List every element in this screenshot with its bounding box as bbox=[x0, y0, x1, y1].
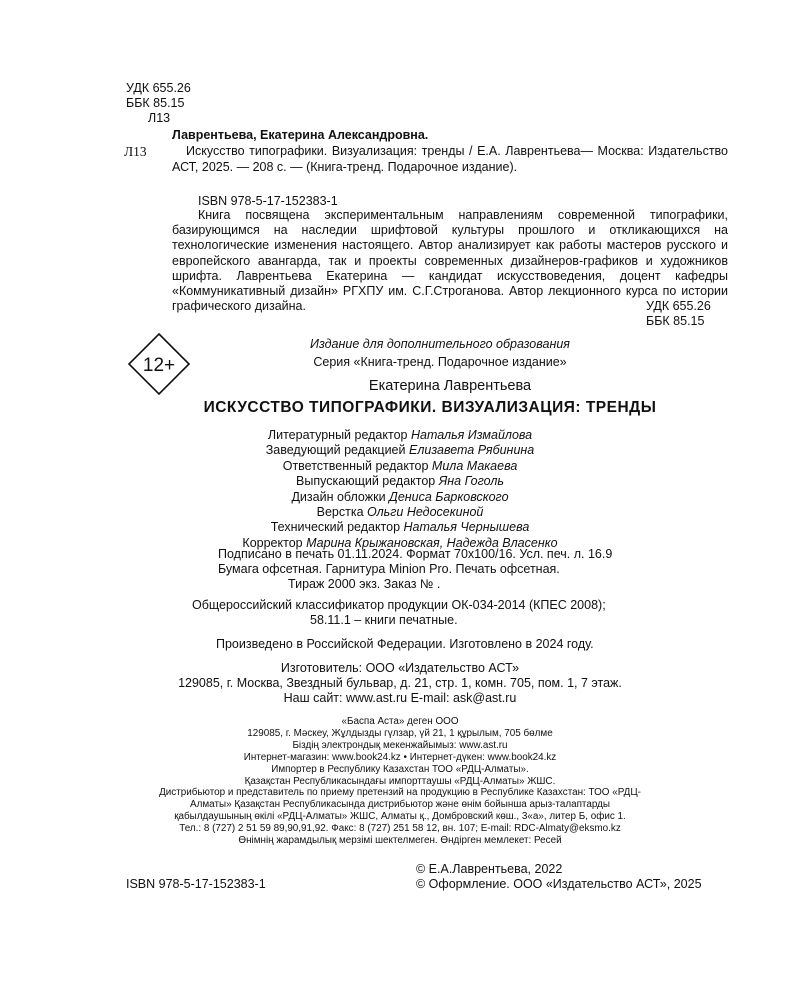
staff-name: Мила Макаева bbox=[431, 458, 518, 473]
staff-role: Ответственный редактор bbox=[282, 458, 429, 473]
udk-right-code: УДК 655.26 bbox=[646, 299, 711, 313]
kz-line: Импортер в Республику Казахстан ТОО «РДЦ-Алматы». bbox=[271, 763, 529, 775]
edition-note: Издание для дополнительного образования bbox=[310, 337, 570, 351]
author-name: Екатерина Лаврентьева bbox=[368, 378, 532, 394]
staff-name: Яна Гоголь bbox=[438, 474, 504, 489]
classifier bbox=[192, 598, 606, 628]
isbn-bottom: ISBN 978-5-17-152383-1 bbox=[126, 877, 266, 891]
author-sign-left: Л13 bbox=[124, 144, 147, 159]
copyright-line: © Е.А.Лаврентьева, 2022 bbox=[416, 862, 563, 876]
copyright-line: © Оформление. ООО «Издательство АСТ», 2025 bbox=[416, 877, 702, 892]
kz-line: Тел.: 8 (727) 2 51 59 89,90,91,92. Факс: 8 (727) 251 58 12, вн. 107; E-mail: RDC-Almaty@eksmo.kz bbox=[179, 823, 621, 835]
staff-row bbox=[200, 474, 600, 489]
book-title: ИСКУССТВО ТИПОГРАФИКИ. ВИЗУАЛИЗАЦИЯ: ТРЕНДЫ bbox=[203, 399, 657, 416]
kazakhstan-info bbox=[110, 716, 690, 847]
staff-row bbox=[200, 459, 600, 474]
author-full-name: Лаврентьева, Екатерина Александровна. bbox=[172, 128, 429, 142]
staff-row bbox=[200, 443, 600, 458]
udk-code: УДК 655.26 bbox=[126, 81, 191, 95]
kz-line: 129085, г. Мәскеу, Жұлдызды гүлзар, үй 21, 1 құрылым, 705 бөлме bbox=[247, 727, 553, 739]
staff-row bbox=[200, 490, 600, 505]
series-name: Серия «Книга-тренд. Подарочное издание» bbox=[313, 355, 567, 369]
bbk-code: ББК 85.15 bbox=[126, 96, 185, 110]
print-info-line: Тираж 2000 экз. Заказ № . bbox=[288, 577, 441, 592]
staff-role: Заведующий редакцией bbox=[265, 443, 406, 458]
staff-role: Корректор bbox=[242, 535, 303, 550]
staff-name: Наталья Измайлова bbox=[410, 428, 533, 442]
udk-right-block bbox=[646, 299, 711, 329]
made-in-note: Произведено в Российской Федерации. Изготовлено в 2024 году. bbox=[216, 637, 594, 651]
annotation: Книга посвящена экспериментальным направлениям современной типографики, базирующимся на наследии шрифтовой культуры прошлого и откликающихся на технологические изменения настоящего. Автор анализирует как работы мастеров русского и европейского авангарда, так и проекты современных дизайнеров-графиков и художников шрифта. Лаврентьева Екатерина — кандидат искусствоведения, доцент кафедры «Коммуникативный дизайн» РГХПУ им. С.Г.Строганова. Автор лекционного курса по истории графического дизайна. bbox=[172, 208, 728, 314]
staff-name: Ольги Недосекиной bbox=[367, 505, 484, 520]
kz-line: Алматы» Қазақстан Республикасында дистрибьютор және өнім бойынша арыз-талаптарды bbox=[190, 799, 610, 811]
staff-name: Елизавета Рябинина bbox=[408, 443, 535, 458]
manufacturer-block bbox=[150, 661, 650, 707]
manufacturer-line: Изготовитель: ООО «Издательство АСТ» bbox=[280, 661, 520, 675]
staff-name: Марина Крыжановская, Надежда Власенко bbox=[306, 535, 558, 550]
staff-role: Верстка bbox=[316, 505, 364, 520]
manufacturer-line: Наш сайт: www.ast.ru E-mail: ask@ast.ru bbox=[283, 691, 517, 706]
manufacturer-line: 129085, г. Москва, Звездный бульвар, д. 21, стр. 1, комн. 705, пом. 1, 7 этаж. bbox=[178, 676, 622, 691]
isbn-top: ISBN 978-5-17-152383-1 bbox=[198, 194, 338, 208]
bibliographic-entry: Искусство типографики. Визуализация: тренды / Е.А. Лаврентьева— Москва: Издательство АСТ, 2025. — 208 с. — (Книга-тренд. Подарочное издание). bbox=[172, 144, 728, 174]
kz-line: Біздің электрондық мекенжайымыз: www.ast.ru bbox=[292, 739, 508, 751]
kz-line: Қазақстан Республикасындағы импорттаушы «РДЦ-Алматы» ЖШС. bbox=[244, 775, 556, 787]
staff-name: Дениса Барковского bbox=[389, 489, 509, 504]
classifier-line: 58.11.1 – книги печатные. bbox=[310, 613, 458, 628]
age-rating-text: 12+ bbox=[142, 355, 176, 376]
classifier-line: Общероссийский классификатор продукции ОК-034-2014 (КПЕС 2008); bbox=[192, 598, 606, 612]
kz-line: «Баспа Аста» деген ООО bbox=[341, 716, 459, 727]
copyright-block bbox=[416, 862, 702, 892]
print-info bbox=[218, 547, 612, 593]
kz-line: Өнімнің жарамдылық мерзімі шектелмеген. Өндірген мемлекет: Ресей bbox=[238, 835, 562, 847]
kz-line: Интернет-магазин: www.book24.kz • Интернет-дүкен: www.book24.kz bbox=[243, 751, 557, 763]
staff-role: Литературный редактор bbox=[267, 428, 408, 442]
staff-row bbox=[200, 520, 600, 535]
staff-role: Дизайн обложки bbox=[291, 489, 386, 504]
kz-line: қабылдаушының өкілі «РДЦ-Алматы» ЖШС, Алматы қ., Домбровский көш., 3«а», литер Б, офис 1. bbox=[174, 811, 626, 823]
staff-name: Наталья Чернышева bbox=[403, 520, 530, 535]
kz-line: Дистрибьютор и представитель по приему претензий на продукцию в Республике Казахстан: ТОО «РДЦ- bbox=[159, 787, 641, 799]
bbk-right-code: ББК 85.15 bbox=[646, 314, 705, 328]
age-rating-diamond bbox=[128, 333, 190, 395]
staff-row bbox=[200, 505, 600, 520]
staff-role: Выпускающий редактор bbox=[296, 474, 436, 489]
udk-block bbox=[126, 81, 191, 126]
staff-row bbox=[200, 428, 600, 443]
age-rating-badge bbox=[128, 333, 190, 395]
staff-list bbox=[200, 428, 600, 551]
print-info-line: Подписано в печать 01.11.2024. Формат 70x100/16. Усл. печ. л. 16.9 bbox=[218, 547, 613, 561]
print-info-line: Бумага офсетная. Гарнитура Minion Pro. Печать офсетная. bbox=[218, 562, 560, 577]
staff-role: Технический редактор bbox=[270, 520, 401, 535]
author-sign-code: Л13 bbox=[148, 111, 171, 125]
